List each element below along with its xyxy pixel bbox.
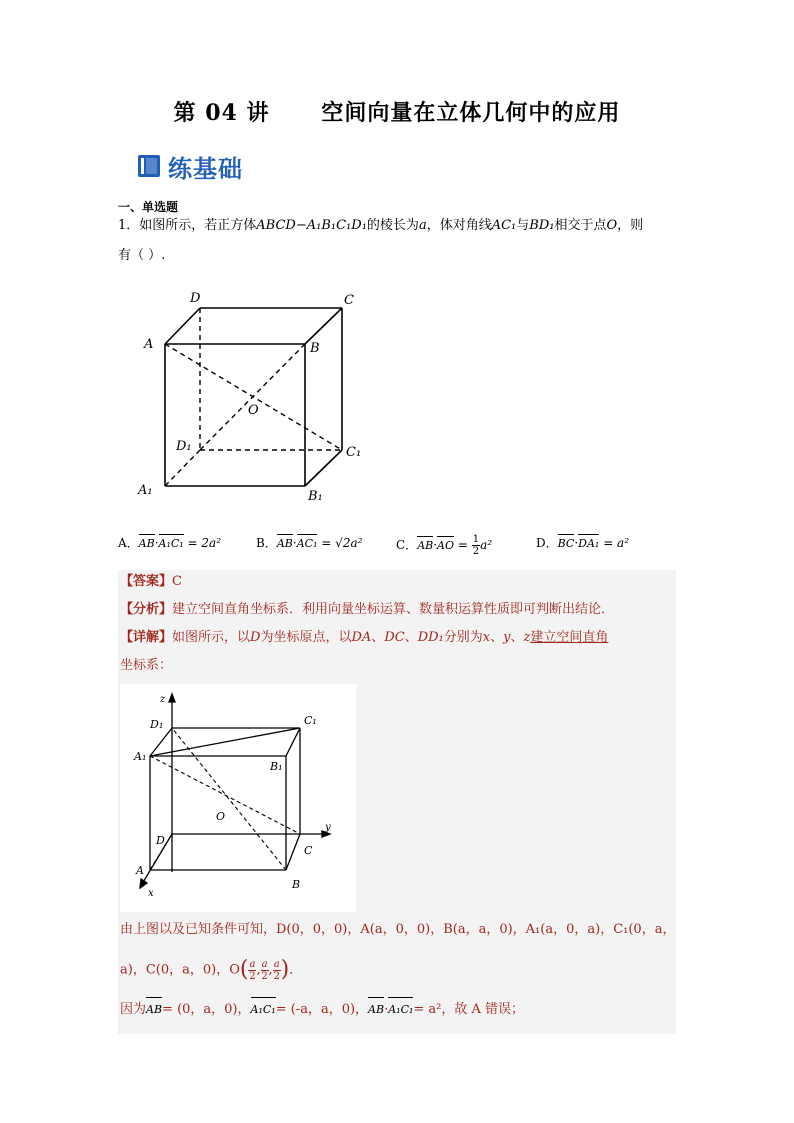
option-b[interactable]: B．AB·AC₁ = √2a² [256,536,363,550]
label-D: D [190,291,201,306]
label-D1: D₁ [150,718,164,731]
label-B: B [292,878,301,891]
label-C: C [304,844,313,857]
label-D: D [156,834,165,847]
label-A: A [136,864,144,877]
axis-y-label: y [325,822,331,833]
label-B1: B₁ [270,760,283,773]
section-badge [136,150,243,182]
option-a[interactable]: A．AB·A₁C₁ = 2a² [118,536,222,550]
label-C1: C₁ [346,445,362,460]
label-O: O [216,810,226,823]
label-C: C [344,293,354,308]
axis-z-label: z [160,694,166,705]
coordinate-cube-figure [120,684,356,912]
answer-line: 【答案】C [120,574,182,589]
option-d[interactable]: D．BC·DA₁ = a² [536,536,630,550]
page-title: 第 04 讲 空间向量在立体几何中的应用 [173,100,621,126]
detail-line-2: 坐标系： [120,658,173,673]
badge-label: 练基础 [168,154,243,183]
label-A1: A₁ [138,483,153,498]
coordinate-figure-panel [120,684,356,912]
question-line-2: 有（ ）. [118,248,166,263]
detail-line-1: 【详解】如图所示，以D为坐标原点，以DA、DC、DD₁分别为x、y、z建立空间直角 [120,630,609,645]
coords-line-2: a)，C(0，a，0)，O( $\frac{a}{2}$ , $\frac{a}{2}$ , $\frac{a}{2}$ )． [120,957,303,982]
axis-x-label: x [148,888,154,899]
label-D1: D₁ [176,439,192,454]
label-B: B [310,341,320,356]
label-C1: C₁ [304,714,317,727]
section-heading: 一、单选题 [118,200,179,214]
answer-options [118,534,678,560]
coords-line-1: 由上图以及已知条件可知，D(0，0，0)，A(a，0，0)，B(a，a，0)，A₁(a，0，a)，C₁(0，a， [120,922,676,937]
cube-figure [130,284,380,514]
because-line: 因为AB= (0，a，0)，A₁C₁= (-a，a，0)，AB·A₁C₁= a²，故 A 错误； [120,1000,524,1020]
label-A1: A₁ [134,750,147,763]
label-B1: B₁ [308,489,323,504]
question-line-1: 1．如图所示，若正方体ABCD−A₁B₁C₁D₁的棱长为a，体对角线AC₁与BD₁相交于点O，则 [118,218,644,233]
label-O: O [248,403,259,418]
book-icon [136,153,162,179]
analysis-line: 【分析】建立空间直角坐标系．利用向量坐标运算、数量积运算性质即可判断出结论． [120,602,615,617]
label-A: A [144,337,154,352]
option-c[interactable]: C．AB·AO = $\frac{1}{2}$ a² [396,534,493,557]
